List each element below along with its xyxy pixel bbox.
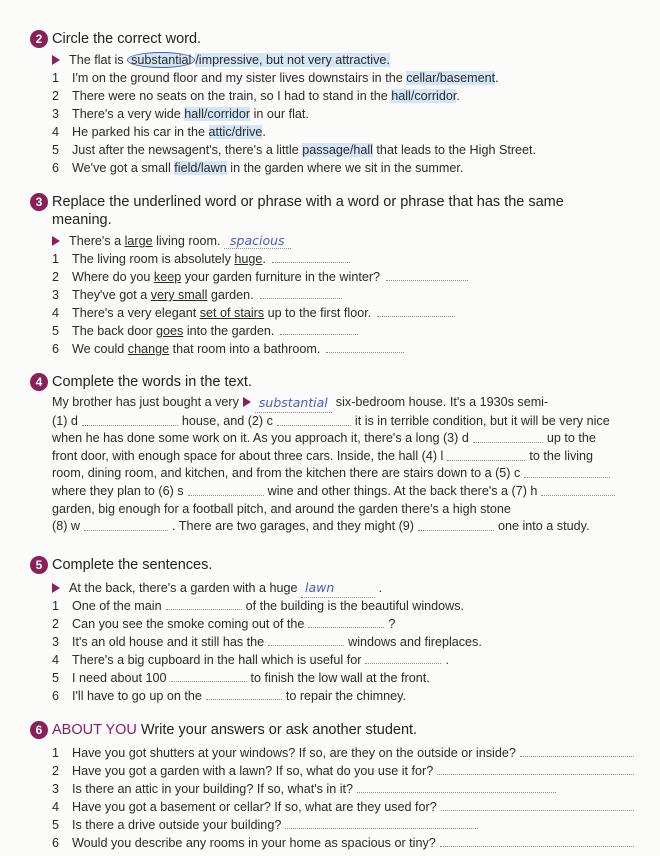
item-text-end: .	[262, 252, 266, 266]
answer-blank[interactable]	[280, 322, 358, 335]
item-text: Just after the newsagent's, there's a little	[72, 143, 303, 157]
exercise-4-text: My brother has just bought a very substantial six-bedroom house. It's a 1930s semi- (1) d house, and (2) c it is in terrible condition, but it will be very nice when he has done some work on it. As you approach it, there's a long (3) d up to the front door, with enough space for about three cars. Inside, the hall (4) l to the living room, dining room, and kitchen, and from the kitchen there are stairs down to a (5) c where they plan to (6) s wine and other things. At the back there's a (7) h garden, big enough for a football pitch, and around the garden there's a high stone (8) w . There are two garages, and they might (9) one into a study.	[52, 394, 620, 536]
exercise-2-item	[52, 106, 309, 124]
underlined-phrase: set of stairs	[199, 306, 265, 320]
item-text-end: in our flat.	[250, 107, 309, 121]
exercise-3-title-line2: meaning.	[52, 212, 112, 228]
exercise-6-item	[52, 834, 634, 853]
example-answer[interactable]: lawn	[301, 579, 375, 598]
exercise-5-item	[52, 669, 430, 688]
exercise-2-item	[52, 142, 536, 160]
item-text-end: in the garden where we sit in the summer.	[226, 161, 464, 175]
item-text: One of the main	[72, 599, 162, 613]
word-choice[interactable]: passage/hall	[302, 143, 373, 157]
item-number: 1	[52, 599, 60, 613]
word-choice[interactable]: field/lawn	[174, 161, 227, 175]
item-text-end: to repair the chimney.	[285, 689, 407, 703]
answer-blank[interactable]	[308, 615, 384, 628]
item-number: 5	[52, 818, 60, 832]
item-text: Where do you	[72, 270, 154, 284]
item-number: 4	[52, 125, 60, 139]
question-text: Have you got shutters at your windows? If so, are they on the outside or inside?	[72, 746, 516, 760]
item-number: 1	[52, 252, 60, 266]
exercise-3-item	[52, 304, 455, 323]
item-number: 2	[52, 764, 60, 778]
gap-9[interactable]	[418, 518, 494, 531]
item-text-end: of the building is the beautiful windows.	[245, 599, 465, 613]
exercise-5-item	[52, 651, 449, 670]
word-choice[interactable]: hall/corridor	[184, 107, 251, 121]
exercise-number-4: 4	[30, 373, 48, 391]
underlined-phrase: goes	[156, 324, 184, 338]
gap-5[interactable]	[524, 465, 610, 478]
answer-blank[interactable]	[386, 268, 468, 281]
item-number: 3	[52, 782, 60, 796]
item-text: They've got a	[72, 288, 151, 302]
circled-answer[interactable]: substantial	[127, 52, 195, 68]
answer-line[interactable]	[520, 744, 634, 757]
item-number: 6	[52, 836, 60, 850]
item-number: 6	[52, 161, 60, 175]
answer-line[interactable]	[437, 762, 634, 775]
item-text-end: to finish the low wall at the front.	[250, 671, 430, 685]
gap-7[interactable]	[541, 483, 615, 496]
item-text: Can you see the smoke coming out of the	[72, 617, 305, 631]
word-choice[interactable]: attic/drive	[208, 125, 263, 139]
item-text-end: .	[495, 71, 499, 85]
item-text: There's a very elegant	[72, 306, 200, 320]
gap-2[interactable]	[277, 413, 351, 426]
exercise-6-item	[52, 744, 634, 763]
item-text: The living room is absolutely	[72, 252, 235, 266]
underlined-phrase: change	[127, 342, 170, 356]
item-number: 4	[52, 653, 60, 667]
question-text: Is there a drive outside your building?	[72, 818, 282, 832]
word-choice[interactable]: hall/corridor	[391, 89, 457, 103]
exercise-6-item	[52, 762, 634, 781]
item-number: 2	[52, 270, 60, 284]
example-answer[interactable]: substantial	[255, 394, 332, 413]
example-arrow-icon	[243, 397, 251, 407]
item-text: He parked his car in the	[72, 125, 209, 139]
exercise-5-item	[52, 687, 406, 706]
exercise-3-item	[52, 322, 358, 341]
gap-8[interactable]	[84, 518, 168, 531]
gap-1[interactable]	[82, 413, 178, 426]
exercise-2-item	[52, 70, 499, 88]
item-text-end: ?	[388, 617, 396, 631]
exercise-number-5: 5	[30, 556, 48, 574]
exercise-6-item	[52, 798, 634, 817]
exercise-3-item	[52, 286, 342, 305]
item-number: 3	[52, 107, 60, 121]
exercise-6-title: ABOUT YOU Write your answers or ask another student.	[52, 722, 418, 738]
item-text: There's a very wide	[72, 107, 185, 121]
item-text: There's a big cupboard in the hall which is useful for	[72, 653, 362, 667]
question-text: Would you describe any rooms in your home as spacious or tiny?	[72, 836, 436, 850]
exercise-5-item	[52, 633, 482, 652]
item-text: The back door	[72, 324, 157, 338]
example-arrow-icon	[52, 55, 60, 65]
item-text: We could	[72, 342, 128, 356]
item-number: 3	[52, 288, 60, 302]
item-number: 6	[52, 342, 60, 356]
answer-blank[interactable]	[272, 250, 350, 263]
item-text: There were no seats on the train, so I had to stand in the	[72, 89, 392, 103]
item-text-end: .	[445, 653, 449, 667]
item-number: 1	[52, 746, 60, 760]
item-text: I need about 100	[72, 671, 167, 685]
item-text-end: that room into a bathroom.	[169, 342, 321, 356]
item-number: 5	[52, 143, 60, 157]
answer-blank[interactable]	[206, 687, 282, 700]
exercise-number-6: 6	[30, 721, 48, 739]
exercise-6-item	[52, 816, 478, 835]
example-arrow-icon	[52, 236, 60, 246]
item-number: 6	[52, 689, 60, 703]
item-text: It's an old house and it still has the	[72, 635, 265, 649]
item-text: We've got a small	[72, 161, 175, 175]
item-text-end: your garden furniture in the winter?	[181, 270, 381, 284]
answer-blank[interactable]	[326, 340, 404, 353]
exercise-2-item	[52, 124, 266, 142]
exercise-5-item	[52, 597, 464, 616]
exercise-5-title: Complete the sentences.	[52, 557, 213, 573]
item-number: 5	[52, 324, 60, 338]
exercise-2-item	[52, 88, 460, 106]
answer-blank[interactable]	[268, 633, 344, 646]
item-text: I'll have to go up on the	[72, 689, 202, 703]
answer-blank[interactable]	[166, 597, 242, 610]
item-number: 2	[52, 89, 60, 103]
about-you-label: ABOUT YOU	[52, 722, 137, 738]
exercise-3-title-line1: Replace the underlined word or phrase with a word or phrase that has the same	[52, 194, 564, 210]
item-number: 4	[52, 800, 60, 814]
question-text: Is there an attic in your building? If so, what's in it?	[72, 782, 354, 796]
answer-line[interactable]	[440, 834, 634, 847]
item-text: I'm on the ground floor and my sister lives downstairs in the	[72, 71, 407, 85]
exercise-number-2: 2	[30, 30, 48, 48]
underlined-phrase: huge	[234, 252, 263, 266]
answer-line[interactable]	[357, 780, 556, 793]
exercise-3-example: There's a large living room. spacious	[52, 232, 291, 251]
item-number: 3	[52, 635, 60, 649]
exercise-2-example: The flat is substantial /impressive, but not very attractive.	[52, 52, 390, 70]
exercise-3-item	[52, 340, 404, 359]
example-answer[interactable]: spacious	[224, 233, 291, 249]
item-number: 1	[52, 71, 60, 85]
item-number: 5	[52, 671, 60, 685]
item-text-end: .	[262, 125, 266, 139]
answer-line[interactable]	[285, 816, 478, 829]
item-number: 2	[52, 617, 60, 631]
exercise-5-example: At the back, there's a garden with a huge lawn .	[52, 579, 382, 598]
answer-blank[interactable]	[377, 304, 455, 317]
answer-blank[interactable]	[171, 669, 247, 682]
exercise-6-item	[52, 780, 556, 799]
gap-3[interactable]	[473, 430, 543, 443]
answer-line[interactable]	[441, 798, 634, 811]
exercise-2-title: Circle the correct word.	[52, 31, 202, 47]
item-number: 4	[52, 306, 60, 320]
exercise-4-title: Complete the words in the text.	[52, 374, 252, 390]
gap-6[interactable]	[188, 483, 264, 496]
item-text-end: .	[456, 89, 460, 103]
question-text: Have you got a garden with a lawn? If so, what do you use it for?	[72, 764, 434, 778]
answer-blank[interactable]	[365, 651, 441, 664]
item-text-end: into the garden.	[183, 324, 275, 338]
exercise-2-item	[52, 160, 463, 178]
exercise-number-3: 3	[30, 193, 48, 211]
item-text-end: garden.	[207, 288, 254, 302]
answer-blank[interactable]	[260, 286, 342, 299]
underlined-phrase: very small	[150, 288, 208, 302]
underlined-phrase: keep	[153, 270, 182, 284]
exercise-5-item	[52, 615, 395, 634]
example-arrow-icon	[52, 583, 60, 593]
item-text-end: up to the first floor.	[264, 306, 372, 320]
word-choice[interactable]: cellar/basement	[406, 71, 496, 85]
gap-4[interactable]	[447, 448, 525, 461]
exercise-3-item	[52, 268, 468, 287]
item-text-end: that leads to the High Street.	[372, 143, 537, 157]
item-text-end: windows and fireplaces.	[348, 635, 482, 649]
exercise-3-item	[52, 250, 350, 269]
question-text: Have you got a basement or cellar? If so, what are they used for?	[72, 800, 437, 814]
